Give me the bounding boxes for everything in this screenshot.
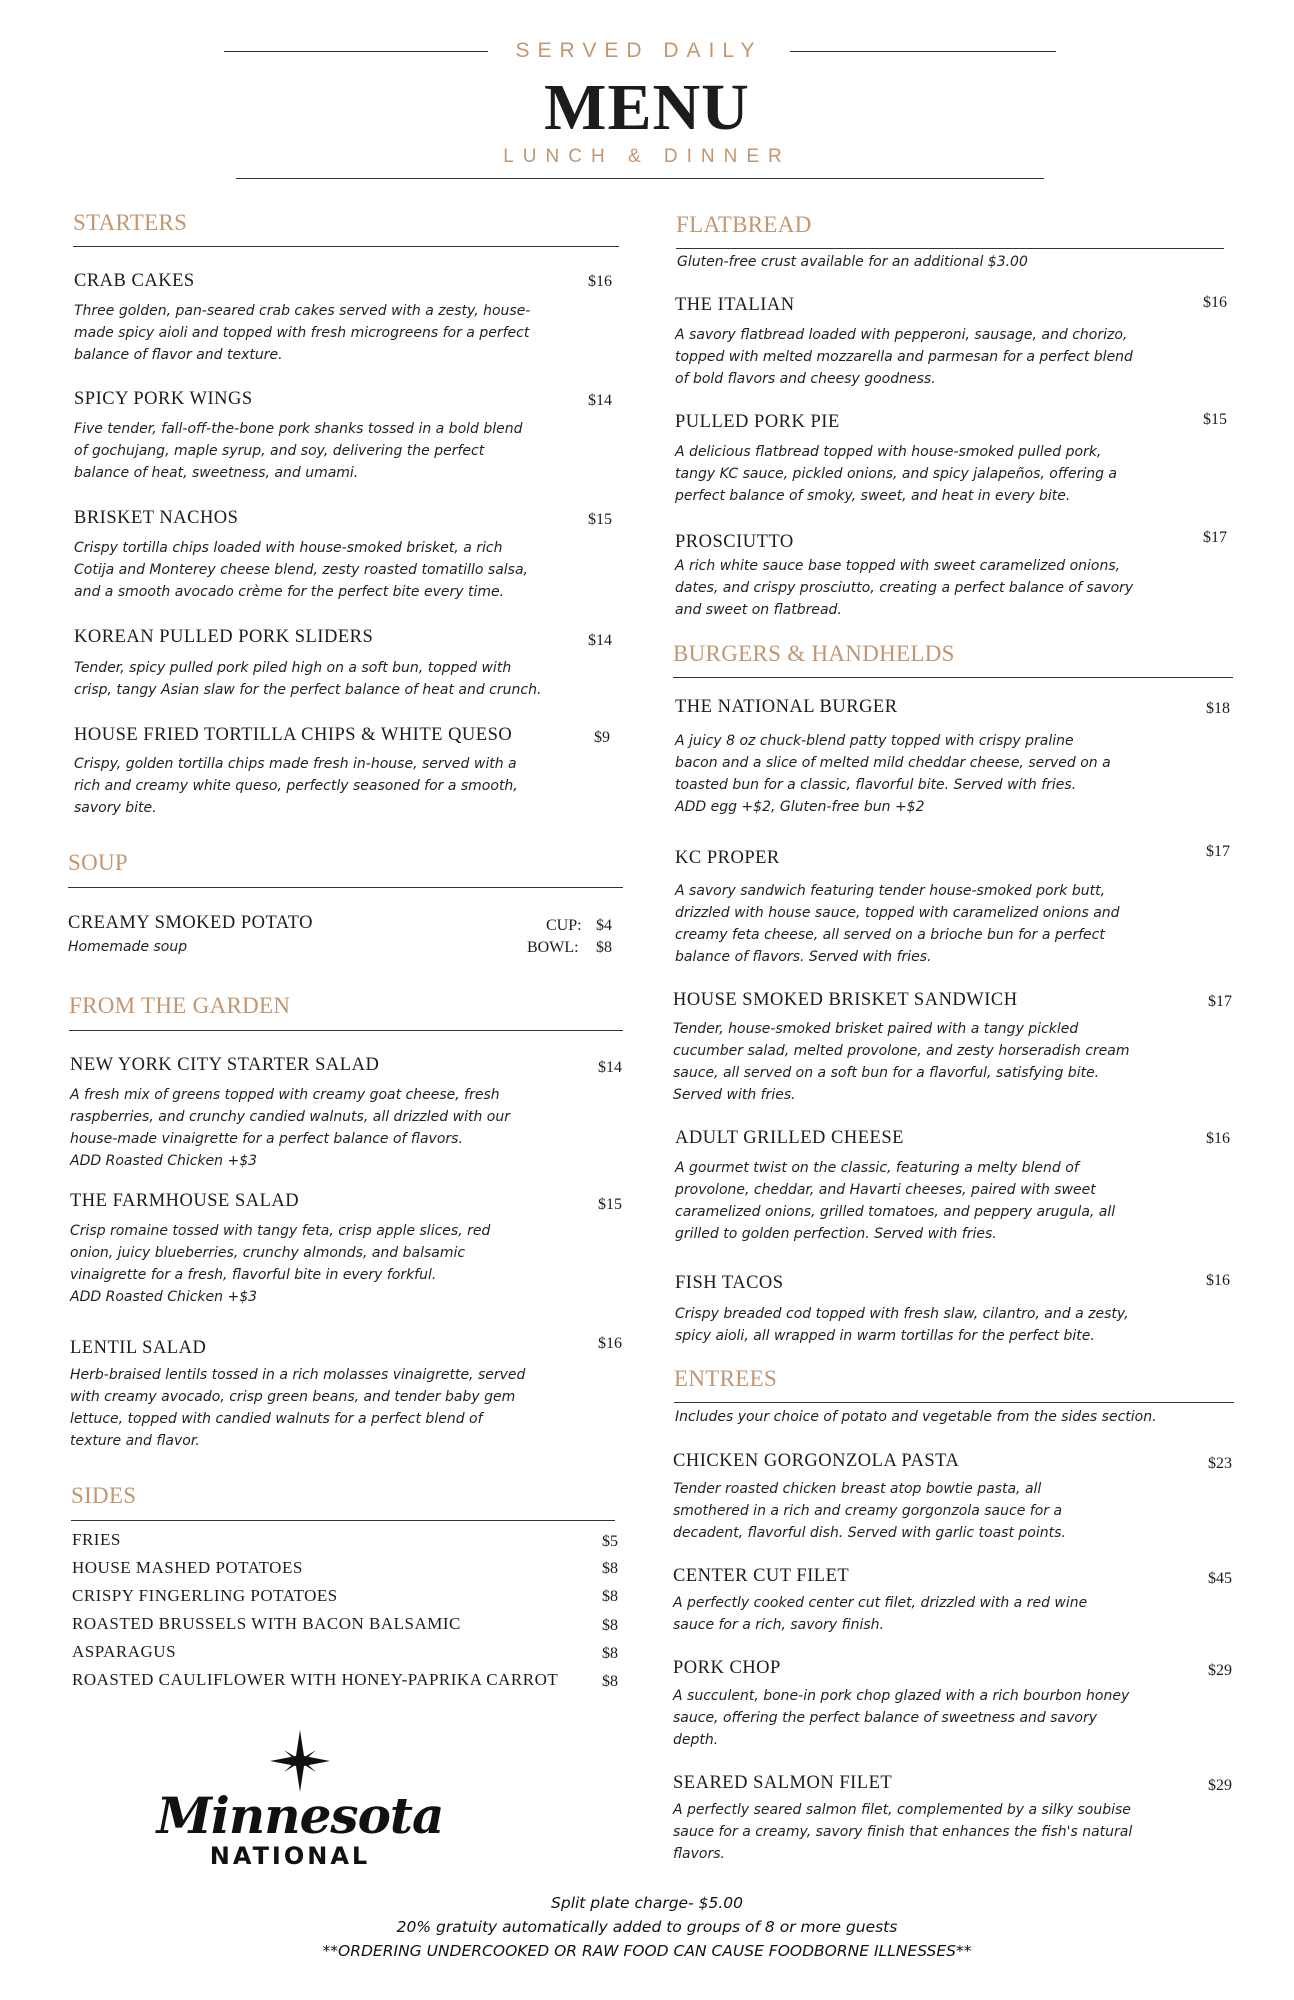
menu-item-price: $16 (1206, 1272, 1230, 1289)
menu-item-name: LENTIL SALAD (70, 1338, 207, 1358)
menu-item-price: $16 (598, 1335, 622, 1352)
soup-description: Homemade soup (68, 939, 188, 955)
side-item-name: FRIES (72, 1530, 121, 1549)
menu-item-price: $14 (598, 1059, 622, 1076)
menu-item-price: $14 (588, 632, 612, 649)
menu-item-name: KC PROPER (675, 848, 780, 868)
entrees-note: Includes your choice of potato and vegetable from the sides section. (675, 1409, 1157, 1425)
menu-item-description: Crispy, golden tortilla chips made fresh in-house, served with a rich and creamy white queso, perfectly seasoned for a smooth, savory bite. (74, 756, 518, 816)
menu-item-price: $16 (1206, 1130, 1230, 1147)
side-item-name: CRISPY FINGERLING POTATOES (72, 1586, 338, 1605)
soup-bowl-label: BOWL: (527, 939, 579, 956)
menu-item-price: $15 (588, 511, 612, 528)
side-item-price: $8 (602, 1617, 618, 1634)
section-title-entrees: ENTREES (674, 1366, 778, 1391)
side-item-price: $5 (602, 1533, 618, 1550)
menu-item-description: Herb-braised lentils tossed in a rich molasses vinaigrette, served with creamy avocado, crisp green beans, and tender baby gem lettuce, topped with candied walnuts for a perfect blend of texture and flavor. (70, 1367, 526, 1449)
menu-item-name: BRISKET NACHOS (74, 508, 239, 528)
menu-item-description: A juicy 8 oz chuck-blend patty topped with crispy praline bacon and a slice of melted mild cheddar cheese, served on a toasted bun for a classic, flavorful bite. Served with fries. ADD egg +$2, Gluten-free bun +$2 (675, 733, 1111, 815)
side-item-price: $8 (602, 1645, 618, 1662)
menu-item-price: $17 (1206, 843, 1230, 860)
header-rule-right (790, 51, 1056, 52)
menu-item-price: $29 (1208, 1777, 1232, 1794)
soup-name: CREAMY SMOKED POTATO (68, 913, 313, 933)
menu-item-name: PULLED PORK PIE (675, 412, 840, 432)
menu-item-name: HOUSE SMOKED BRISKET SANDWICH (673, 990, 1018, 1010)
menu-item-price: $15 (598, 1196, 622, 1213)
section-rule-starters (73, 246, 619, 247)
menu-item-name: THE ITALIAN (675, 295, 795, 315)
menu-item-description: Three golden, pan-seared crab cakes served with a zesty, house- made spicy aioli and topped with fresh microgreens for a perfect balance of flavor and texture. (74, 303, 531, 363)
menu-item-description: Tender roasted chicken breast atop bowtie pasta, all smothered in a rich and creamy gorgonzola sauce for a decadent, flavorful dish. Served with garlic toast points. (673, 1481, 1066, 1541)
section-title-soup: SOUP (68, 850, 129, 875)
header-rule-bottom (236, 178, 1044, 179)
menu-item-name: CRAB CAKES (74, 271, 195, 291)
menu-item-price: $15 (1203, 411, 1227, 428)
section-rule-entrees (674, 1402, 1234, 1403)
menu-item-description: A gourmet twist on the classic, featuring a melty blend of provolone, cheddar, and Havarti cheeses, paired with sweet caramelized onions, grilled tomatoes, and peppery arugula, all grilled to golden perfection. Served with fries. (675, 1160, 1116, 1242)
menu-item-name: FISH TACOS (675, 1273, 784, 1293)
menu-item-name: SEARED SALMON FILET (673, 1773, 893, 1793)
menu-item-price: $17 (1208, 993, 1232, 1010)
side-item-name: HOUSE MASHED POTATOES (72, 1558, 303, 1577)
menu-item-description: A savory sandwich featuring tender house-smoked pork butt, drizzled with house sauce, topped with caramelized onions and creamy feta cheese, all served on a brioche bun for a perfect balance of flavors. Served with fries. (675, 883, 1120, 965)
section-rule-soup (68, 887, 623, 888)
menu-item-description: A perfectly cooked center cut filet, drizzled with a red wine sauce for a rich, savory finish. (673, 1595, 1088, 1633)
north-star-icon (270, 1730, 330, 1792)
section-rule-garden (69, 1030, 623, 1031)
menu-item-price: $23 (1208, 1455, 1232, 1472)
section-title-starters: STARTERS (73, 210, 188, 235)
menu-item-price: $16 (588, 273, 612, 290)
side-item-name: ROASTED CAULIFLOWER WITH HONEY-PAPRIKA CARROT (72, 1670, 559, 1689)
menu-item-name: CENTER CUT FILET (673, 1566, 850, 1586)
menu-item-price: $16 (1203, 294, 1227, 311)
side-item-name: ASPARAGUS (72, 1642, 177, 1661)
menu-item-name: THE NATIONAL BURGER (675, 697, 898, 717)
menu-item-description: A perfectly seared salmon filet, complemented by a silky soubise sauce for a creamy, savory finish that enhances the fish's natural flavors. (673, 1802, 1133, 1862)
menu-item-description: Five tender, fall-off-the-bone pork shanks tossed in a bold blend of gochujang, maple syrup, and soy, delivering the perfect balance of heat, sweetness, and umami. (74, 421, 523, 481)
menu-item-name: PROSCIUTTO (675, 532, 794, 552)
menu-item-description: A rich white sauce base topped with sweet caramelized onions, dates, and crispy prosciutto, creating a perfect balance of savory and sweet on flatbread. (675, 558, 1134, 618)
menu-item-price: $14 (588, 392, 612, 409)
menu-item-name: KOREAN PULLED PORK SLIDERS (74, 627, 374, 647)
page-title: MENU (544, 71, 750, 144)
section-rule-sides (71, 1520, 615, 1521)
footer-warning: **ORDERING UNDERCOOKED OR RAW FOOD CAN CAUSE FOODBORNE ILLNESSES** (322, 1942, 972, 1960)
section-title-garden: FROM THE GARDEN (69, 993, 291, 1018)
logo-script: Minnesota (156, 1786, 444, 1845)
menu-item-price: $45 (1208, 1570, 1232, 1587)
flatbread-note: Gluten-free crust available for an additional $3.00 (677, 254, 1028, 270)
side-item-price: $8 (602, 1673, 618, 1690)
menu-item-price: $9 (594, 729, 610, 746)
menu-item-name: HOUSE FRIED TORTILLA CHIPS & WHITE QUESO (74, 725, 513, 745)
menu-item-description: Crispy tortilla chips loaded with house-smoked brisket, a rich Cotija and Monterey cheese blend, zesty roasted tomatillo salsa, and a smooth avocado crème for the perfect bite every time. (74, 540, 529, 600)
header-subtitle: LUNCH & DINNER (503, 146, 791, 167)
menu-item-name: THE FARMHOUSE SALAD (70, 1191, 300, 1211)
logo-wordmark: NATIONAL (209, 1842, 371, 1870)
section-rule-flatbread (676, 248, 1224, 249)
menu-item-description: Crispy breaded cod topped with fresh slaw, cilantro, and a zesty, spicy aioli, all wrapped in warm tortillas for the perfect bite. (675, 1306, 1129, 1344)
menu-item-price: $18 (1206, 700, 1230, 717)
menu-item-description: A savory flatbread loaded with pepperoni, sausage, and chorizo, topped with melted mozzarella and parmesan for a perfect blend of bold flavors and cheesy goodness. (675, 327, 1133, 387)
minnesota-national-logo (150, 1730, 450, 1870)
section-rule-burgers (673, 677, 1233, 678)
side-item-price: $8 (602, 1588, 618, 1605)
header-kicker: SERVED DAILY (515, 39, 763, 62)
menu-item-description: Tender, spicy pulled pork piled high on a soft bun, topped with crisp, tangy Asian slaw for the perfect balance of heat and crunch. (74, 660, 542, 698)
side-item-name: ROASTED BRUSSELS WITH BACON BALSAMIC (72, 1614, 461, 1633)
side-item-price: $8 (602, 1560, 618, 1577)
menu-item-name: ADULT GRILLED CHEESE (675, 1128, 904, 1148)
menu-item-name: CHICKEN GORGONZOLA PASTA (673, 1451, 960, 1471)
menu-item-description: A delicious flatbread topped with house-smoked pulled pork, tangy KC sauce, pickled onions, and spicy jalapeños, offering a perfect balance of smoky, sweet, and heat in every bite. (675, 444, 1118, 504)
soup-cup-price: $4 (596, 917, 612, 934)
soup-bowl-price: $8 (596, 939, 612, 956)
menu-item-description: Tender, house-smoked brisket paired with a tangy pickled cucumber salad, melted provolone, and zesty horseradish cream sauce, all served on a soft bun for a flavorful, satisfying bite. Served with fries. (673, 1021, 1130, 1103)
footer-gratuity: 20% gratuity automatically added to groups of 8 or more guests (396, 1918, 898, 1936)
menu-item-name: NEW YORK CITY STARTER SALAD (70, 1055, 380, 1075)
menu-item-price: $29 (1208, 1662, 1232, 1679)
section-title-flatbread: FLATBREAD (676, 212, 812, 237)
footer-split-plate: Split plate charge- $5.00 (551, 1894, 743, 1912)
menu-item-description: Crisp romaine tossed with tangy feta, crisp apple slices, red onion, juicy blueberries, crunchy almonds, and balsamic vinaigrette for a fresh, flavorful bite in every forkful. ADD Roasted Chicken +$3 (70, 1223, 491, 1305)
menu-item-name: PORK CHOP (673, 1658, 781, 1678)
menu-item-description: A succulent, bone-in pork chop glazed with a rich bourbon honey sauce, offering the perfect balance of sweetness and savory depth. (673, 1688, 1130, 1748)
section-title-sides: SIDES (71, 1483, 137, 1508)
menu-item-description: A fresh mix of greens topped with creamy goat cheese, fresh raspberries, and crunchy candied walnuts, all drizzled with our house-made vinaigrette for a perfect balance of flavors. ADD Roasted Chicken +$3 (70, 1087, 510, 1169)
soup-cup-label: CUP: (546, 917, 582, 934)
section-title-burgers: BURGERS & HANDHELDS (673, 641, 955, 666)
menu-item-price: $17 (1203, 529, 1227, 546)
menu-item-name: SPICY PORK WINGS (74, 389, 253, 409)
header-rule-left (224, 51, 488, 52)
